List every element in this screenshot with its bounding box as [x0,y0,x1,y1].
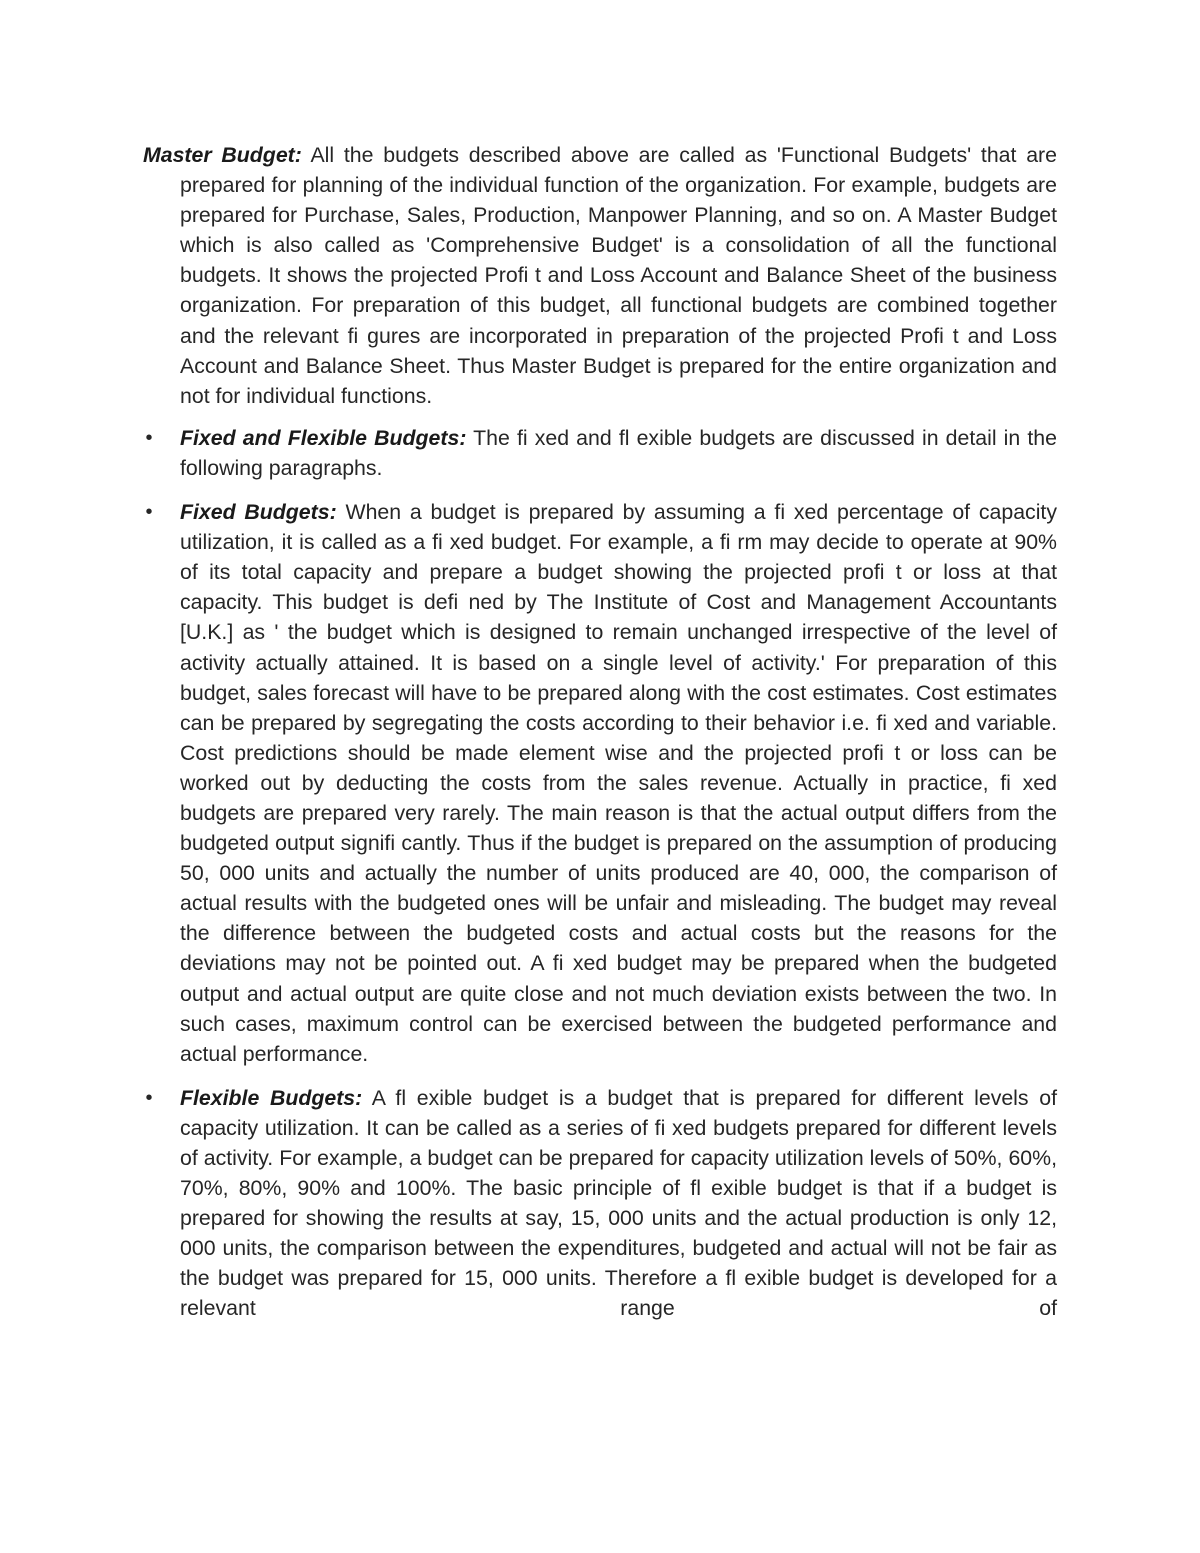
paragraph-master-budget [143,140,1057,411]
master-budget-heading: Master Budget: [143,143,302,167]
fixed-budgets-text: When a budget is prepared by assuming a fi xed percentage of capacity utilization, it is called as a fi xed budget. For example, a fi rm may decide to operate at 90% of its total capacity and prepare a budget showing the projected profi t or loss at that capacity. This budget is defi ned by The Institute of Cost and Management Accountants [U.K.] as ' the budget which is designed to remain unchanged irrespective of the level of activity actually attained. It is based on a single level of activity.' For preparation of this budget, sales forecast will have to be prepared along with the cost estimates. Cost estimates can be prepared by segregating the costs according to their behavior i.e. fi xed and variable. Cost predictions should be made element wise and the projected profi t or loss can be worked out by deducting the costs from the sales revenue. Actually in practice, fi xed budgets are prepared very rarely. The main reason is that the actual output differs from the budgeted output signifi cantly. Thus if the budget is prepared on the assumption of producing 50, 000 units and actually the number of units produced are 40, 000, the comparison of actual results with the budgeted ones will be unfair and misleading. The budget may reveal the difference between the budgeted costs and actual costs but the reasons for the deviations may not be pointed out. A fi xed budget may be prepared when the budgeted output and actual output are quite close and not much deviation exists between the two. In such cases, maximum control can be exercised between the budgeted performance and actual performance. [180,500,1057,1066]
fixed-budgets-heading: Fixed Budgets: [180,500,337,525]
bullet-text-block [180,497,1057,1069]
bullet-icon: • [145,426,153,449]
flexible-budgets-text: A fl exible budget is a budget that is prepared for different levels of capacity utilization. It can be called as a series of fi xed budgets prepared for different levels of activity. For example, a budget can be prepared for capacity utilization levels of 50%, 60%, 70%, 80%, 90% and 100%. The basic principle of fl exible budget is that if a budget is prepared for showing the results at say, 15, 000 units and the actual production is only 12, 000 units, the comparison between the expenditures, budgeted and actual will not be fair as the budget was prepared for 15, 000 units. Therefore a fl exible budget is developed for a relevant range of [180,1085,1057,1321]
flexible-budgets-heading: Flexible Budgets: [180,1085,363,1110]
document-body [143,140,1057,1338]
bullet-text-block [180,423,1057,483]
fixed-and-flexible-heading: Fixed and Flexible Budgets: [180,425,467,450]
bullet-item-flexible-budgets [145,1083,1057,1324]
bullet-icon: • [145,1086,153,1109]
fixed-and-flexible-text: The fi xed and fl exible budgets are discussed in detail in the following paragraphs. [180,425,1057,480]
bullet-item-fixed-budgets [145,497,1057,1069]
bullet-icon: • [145,501,153,524]
bullet-item-fixed-and-flexible [145,423,1057,483]
bullet-text-block [180,1083,1057,1324]
master-budget-text: All the budgets described above are called as 'Functional Budgets' that are prepared for planning of the individual function of the organization. For example, budgets are prepared for Purchase, Sales, Production, Manpower Planning, and so on. A Master Budget which is also called as 'Comprehensive Budget' is a consolidation of all the functional budgets. It shows the projected Profi t and Loss Account and Balance Sheet of the business organization. For preparation of this budget, all functional budgets are combined together and the relevant fi gures are incorporated in preparation of the projected Profi t and Loss Account and Balance Sheet. Thus Master Budget is prepared for the entire organization and not for individual functions. [180,143,1057,408]
